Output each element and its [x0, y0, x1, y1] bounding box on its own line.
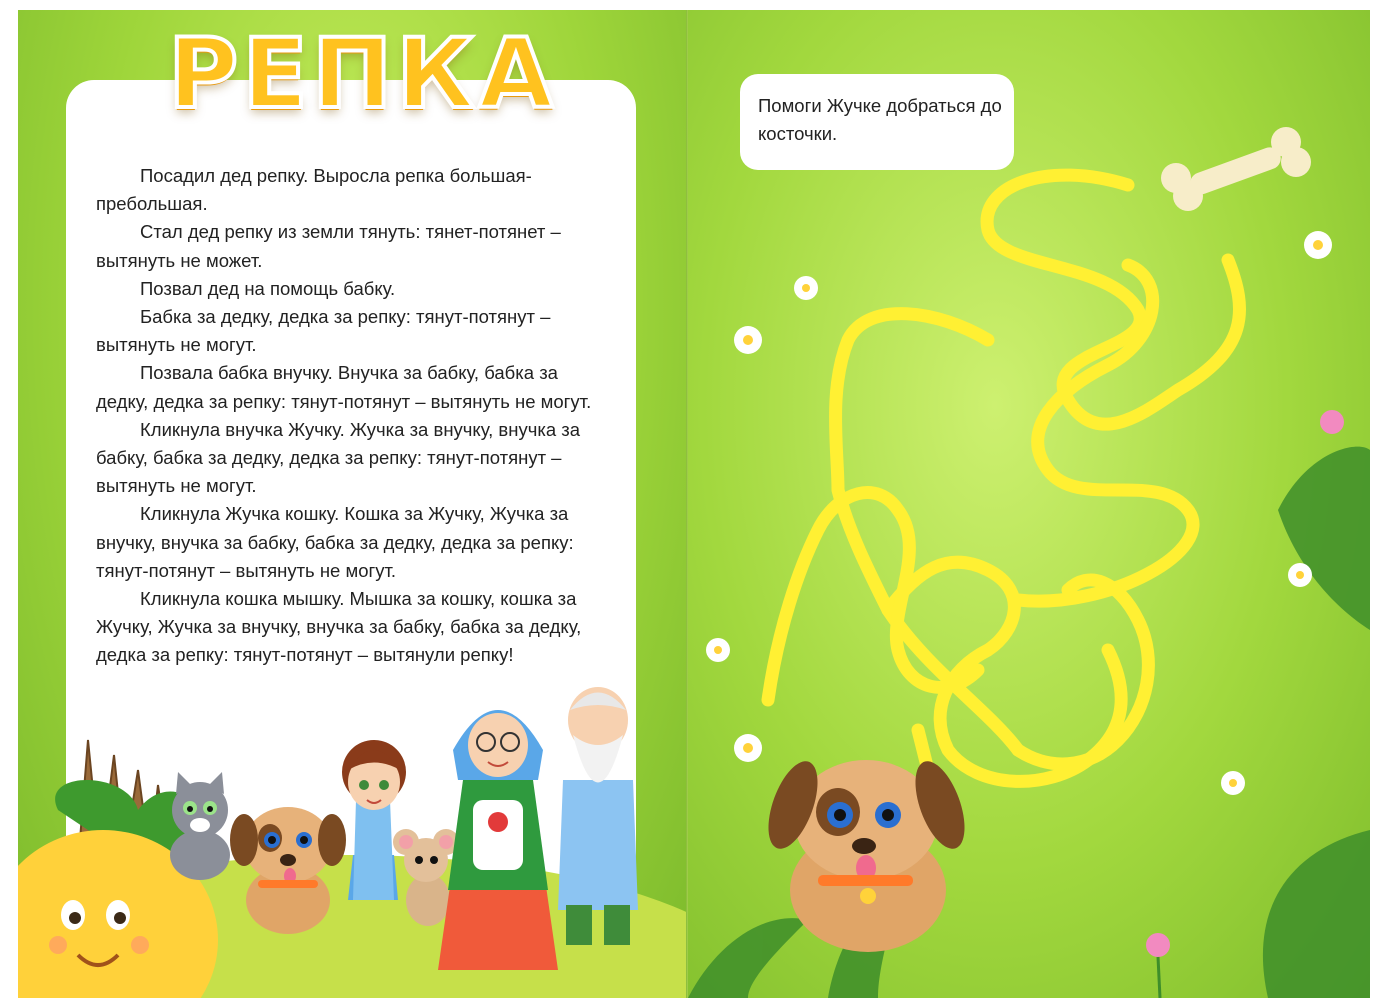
story-paragraph: Посадил дед репку. Выросла репка большая-пребольшая. — [96, 165, 532, 215]
story-paragraph: Стал дед репку из земли тянуть: тянет-потянет – вытянуть не может. — [96, 221, 561, 271]
characters-illustration — [18, 10, 688, 998]
story-paragraph: Кликнула внучка Жучку. Жучка за внучку, внучка за бабку, бабка за дедку, дедка за репку: тянут-потянут – вытянуть не могут. — [96, 418, 581, 497]
story-paragraph: Позвала бабка внучку. Внучка за бабку, бабка за дедку, дедка за репку: тянут-потянут – вытянуть не могут. — [96, 362, 592, 412]
bone-icon — [1161, 127, 1311, 211]
right-page — [688, 10, 1370, 998]
grandfather-icon — [558, 687, 638, 945]
story-paragraph: Позвал дед на помощь бабку. — [140, 277, 396, 299]
grass-icon — [688, 447, 1370, 998]
story-paragraph: Бабка за дедку, дедка за репку: тянут-потянут – вытянуть не могут. — [96, 306, 551, 356]
cat-icon — [170, 772, 230, 880]
story-paragraph: Кликнула кошка мышку. Мышка за кошку, кошка за Жучку, Жучка за внучку, внучка за бабку, бабка за дедку, дедка за репку: тянут-потянут – вытянули репку! — [96, 588, 582, 666]
grandmother-icon — [438, 710, 558, 970]
task-card — [740, 74, 1014, 170]
left-page — [18, 10, 688, 998]
story-paragraph: Кликнула Жучка кошку. Кошка за Жучку, Жучка за внучку, внучка за бабку, бабка за дедку, дедка за репку: тянут-потянут – вытянуть не могут. — [96, 503, 574, 581]
page-title: РЕПКА — [168, 18, 558, 130]
maze-path — [768, 175, 1240, 781]
task-instruction: Помоги Жучке добраться до косточки. — [758, 95, 1002, 144]
